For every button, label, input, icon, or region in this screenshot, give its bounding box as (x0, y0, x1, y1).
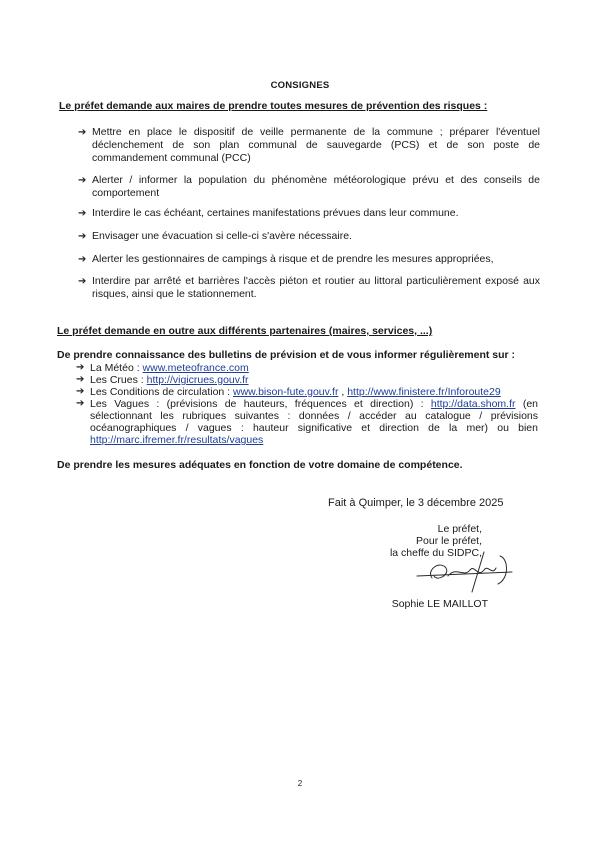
place-date: Fait à Quimper, le 3 décembre 2025 (328, 497, 504, 509)
arrow-right-icon: ➔ (78, 254, 87, 265)
signature-line: Le préfet, (437, 523, 482, 535)
signature-line: Pour le préfet, (416, 535, 482, 547)
arrow-right-icon: ➔ (78, 175, 87, 186)
list-item-text: Alerter / informer la population du phénomène météorologique prévu et des conseils de comportement (92, 174, 540, 199)
closing-instruction: De prendre les mesures adéquates en fonction de votre domaine de compétence. (57, 459, 463, 471)
link-separator: , (338, 386, 348, 398)
document-heading: CONSIGNES (270, 80, 330, 91)
list-item (78, 253, 540, 275)
source-label: La Météo : (90, 362, 143, 374)
source-label: Les Crues : (90, 374, 147, 386)
list-item-text: Alerter les gestionnaires de campings à risque et de prendre les mesures appropriées, (92, 253, 494, 265)
source-label: Les Vagues : (prévisions de hauteurs, fréquences et direction) : (90, 398, 431, 410)
list-item (78, 174, 540, 207)
list-item (76, 362, 538, 374)
arrow-right-icon: ➔ (76, 386, 85, 397)
source-label: Les Conditions de circulation : (90, 386, 233, 398)
arrow-right-icon: ➔ (78, 276, 87, 287)
arrow-right-icon: ➔ (78, 208, 87, 219)
list-item (78, 126, 540, 174)
list-item (76, 398, 538, 446)
meteo-link[interactable]: www.meteofrance.com (142, 362, 249, 374)
arrow-right-icon: ➔ (76, 398, 85, 409)
arrow-right-icon: ➔ (76, 362, 85, 373)
signature-line: la cheffe du SIDPC, (389, 547, 482, 559)
section2-title: Le préfet demande en outre aux différents partenaires (maires, services, ...) (57, 325, 433, 337)
page-number: 2 (297, 779, 303, 788)
section2-intro: De prendre connaissance des bulletins de prévision et de vous informer régulièrement sur : (57, 349, 516, 361)
list-item-text: Envisager une évacuation si celle-ci s'avère nécessaire. (92, 230, 352, 242)
ifremer-link[interactable]: http://marc.ifremer.fr/resultats/vagues (90, 434, 264, 446)
list-item (78, 207, 540, 230)
list-item (78, 275, 540, 301)
list-item (76, 386, 538, 398)
list-item-text: Interdire par arrêté et barrières l'accès piéton et routier au littoral particulièrement exposé aux risques, ainsi que le stationnement. (92, 275, 540, 300)
prevention-measures-list (78, 126, 540, 301)
handwritten-signature (412, 548, 522, 598)
signer-name: Sophie LE MAILLOT (391, 598, 488, 610)
arrow-right-icon: ➔ (78, 127, 87, 138)
list-item-text: Mettre en place le dispositif de veille permanente de la commune ; préparer l'éventuel déclenchement de son plan communal de sauvegarde (PCS) et de son poste de commandement communal (PCC) (92, 126, 540, 164)
arrow-right-icon: ➔ (78, 231, 87, 242)
vigicrues-link[interactable]: http://vigicrues.gouv.fr (146, 374, 249, 386)
section1-title: Le préfet demande aux maires de prendre toutes mesures de prévention des risques : (59, 100, 488, 112)
source-description: (en sélectionnant les rubriques suivantes : données / accéder au catalogue / prévisions océanographiques / vagues : hauteur significative et direction de la mer) ou bien (90, 398, 539, 434)
list-item (76, 374, 538, 386)
list-item (78, 230, 540, 253)
list-item-text: Interdire le cas échéant, certaines manifestations prévues dans leur commune. (92, 207, 459, 219)
information-sources-list (76, 362, 538, 446)
inforoute29-link[interactable]: http://www.finistere.fr/Inforoute29 (347, 386, 501, 398)
shom-link[interactable]: http://data.shom.fr (430, 398, 516, 410)
arrow-right-icon: ➔ (76, 374, 85, 385)
bison-fute-link[interactable]: www.bison-fute.gouv.fr (233, 386, 339, 398)
